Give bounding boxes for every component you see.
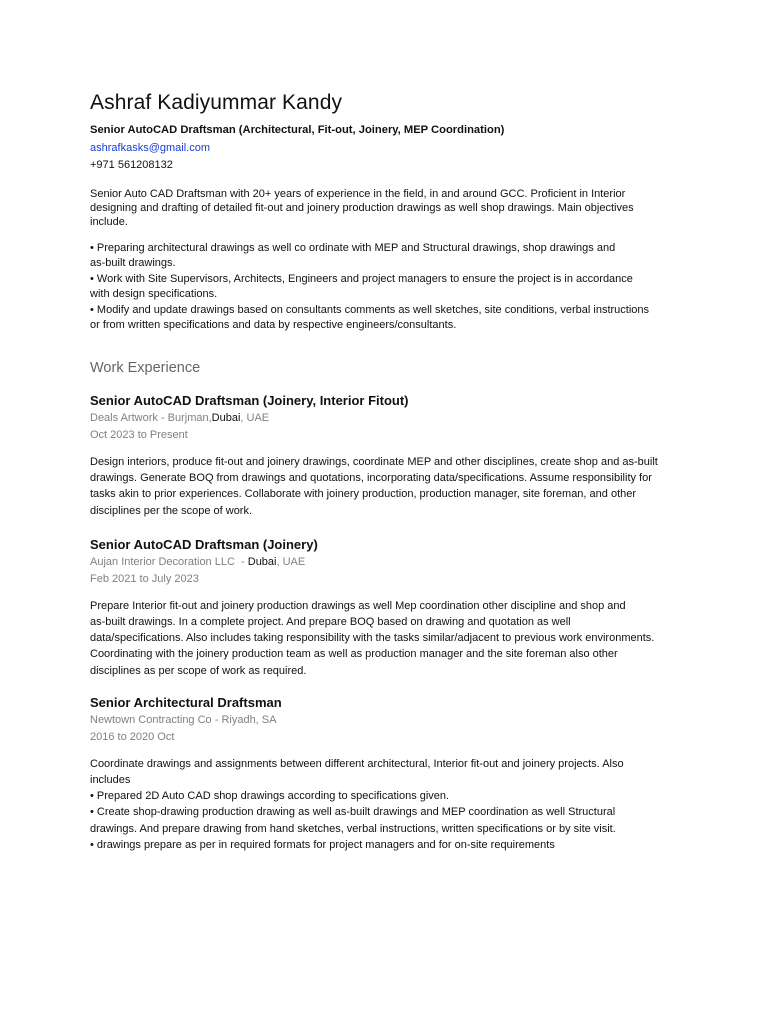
summary xyxy=(90,187,690,229)
job-dates: Oct 2023 to Present xyxy=(90,429,188,441)
bullet-line: • Work with Site Supervisors, Architects, Engineers and project managers to ensure the project is in accordance xyxy=(90,273,633,285)
phone-number: +971 561208132 xyxy=(90,159,173,171)
summary-bullet xyxy=(90,241,690,270)
job-dates: 2016 to 2020 Oct xyxy=(90,730,175,743)
job-entry xyxy=(90,392,690,519)
candidate-name: Ashraf Kadiyummar Kandy xyxy=(90,91,343,114)
desc-line: Design interiors, produce fit-out and joinery drawings, coordinate MEP and other disciplines, create shop and as-built xyxy=(90,456,658,468)
job-company xyxy=(90,554,690,570)
bullet-line: • Modify and update drawings based on consultants comments as well sketches, site conditions, verbal instructions xyxy=(90,304,650,316)
desc-line: drawings. And prepare drawing from hand sketches, verbal instructions, written specifications or by site visit. xyxy=(90,822,616,835)
job-company xyxy=(90,410,690,426)
job-title: Senior AutoCAD Draftsman (Joinery) xyxy=(90,536,318,552)
company-country: , UAE xyxy=(276,555,306,568)
desc-line: data/specifications. Also includes taking responsibility with the tasks similar/adjacent to previous work environments. xyxy=(90,632,655,645)
bullet-line: as-built drawings. xyxy=(90,256,176,269)
section-title-work-experience: Work Experience xyxy=(90,360,201,376)
company-country: , UAE xyxy=(240,412,270,424)
company-name: Deals Artwork - Burjman, xyxy=(90,412,212,424)
desc-line: • drawings prepare as per in required formats for project managers and for on-site requirements xyxy=(90,838,555,851)
job-title: Senior AutoCAD Draftsman (Joinery, Interior Fitout) xyxy=(90,393,409,408)
job-description xyxy=(90,598,690,679)
email-link[interactable]: ashrafkasks@gmail.com xyxy=(90,142,210,154)
job-title: Senior Architectural Draftsman xyxy=(90,694,282,710)
desc-line: Coordinating with the joinery production team as well as production manager and the site foreman also other xyxy=(90,648,618,661)
desc-line: tasks akin to prior experiences. Collaborate with joinery production, production manager, site foreman, and other xyxy=(90,488,637,501)
desc-line: disciplines as per scope of work as required. xyxy=(90,664,307,677)
company-name: Newtown Contracting Co - Riyadh, SA xyxy=(90,713,277,726)
desc-line: Coordinate drawings and assignments between different architectural, Interior fit-out and joinery projects. Also xyxy=(90,757,624,770)
resume-page xyxy=(90,88,690,853)
company-city: Dubai xyxy=(211,412,241,424)
job-description xyxy=(90,454,690,519)
desc-line: drawings. Generate BOQ from drawings and quotations, incorporating data/specifications. Assume responsibility for xyxy=(90,472,652,485)
desc-line: • Create shop-drawing production drawing as well as-built drawings and MEP coordination as well Structural xyxy=(90,806,616,819)
summary-bullet xyxy=(90,303,690,332)
desc-line: disciplines per the scope of work. xyxy=(90,504,253,517)
job-entry xyxy=(90,536,690,679)
job-entry xyxy=(90,694,690,853)
desc-line: includes xyxy=(90,774,131,787)
headline: Senior AutoCAD Draftsman (Architectural, Fit-out, Joinery, MEP Coordination) xyxy=(90,124,505,136)
bullet-line: with design specifications. xyxy=(90,287,218,300)
desc-line: as-built drawings. In a complete project. And prepare BOQ based on drawing and quotation as well xyxy=(90,616,571,629)
bullet-line: or from written specifications and data by respective engineers/consultants. xyxy=(90,318,457,331)
summary-line: include. xyxy=(90,216,128,228)
summary-line: Senior Auto CAD Draftsman with 20+ years of experience in the field, in and around GCC. Proficient in Interior xyxy=(90,188,626,200)
desc-line: Prepare Interior fit-out and joinery production drawings as well Mep coordination other discipline and shop and xyxy=(90,599,626,612)
desc-line: • Prepared 2D Auto CAD shop drawings according to specifications given. xyxy=(90,790,450,803)
company-name: Aujan Interior Decoration LLC - xyxy=(90,555,248,568)
job-company xyxy=(90,712,690,728)
company-city: Dubai xyxy=(247,555,277,568)
bullet-line: • Preparing architectural drawings as well co ordinate with MEP and Structural drawings, shop drawings and xyxy=(90,242,616,254)
job-description xyxy=(90,756,690,853)
job-dates: Feb 2021 to July 2023 xyxy=(90,572,199,585)
summary-bullet xyxy=(90,272,690,301)
summary-bullets xyxy=(90,241,690,332)
summary-line: designing and drafting of detailed fit-out and joinery production drawings as well shop drawings. Main objectives xyxy=(90,202,634,214)
